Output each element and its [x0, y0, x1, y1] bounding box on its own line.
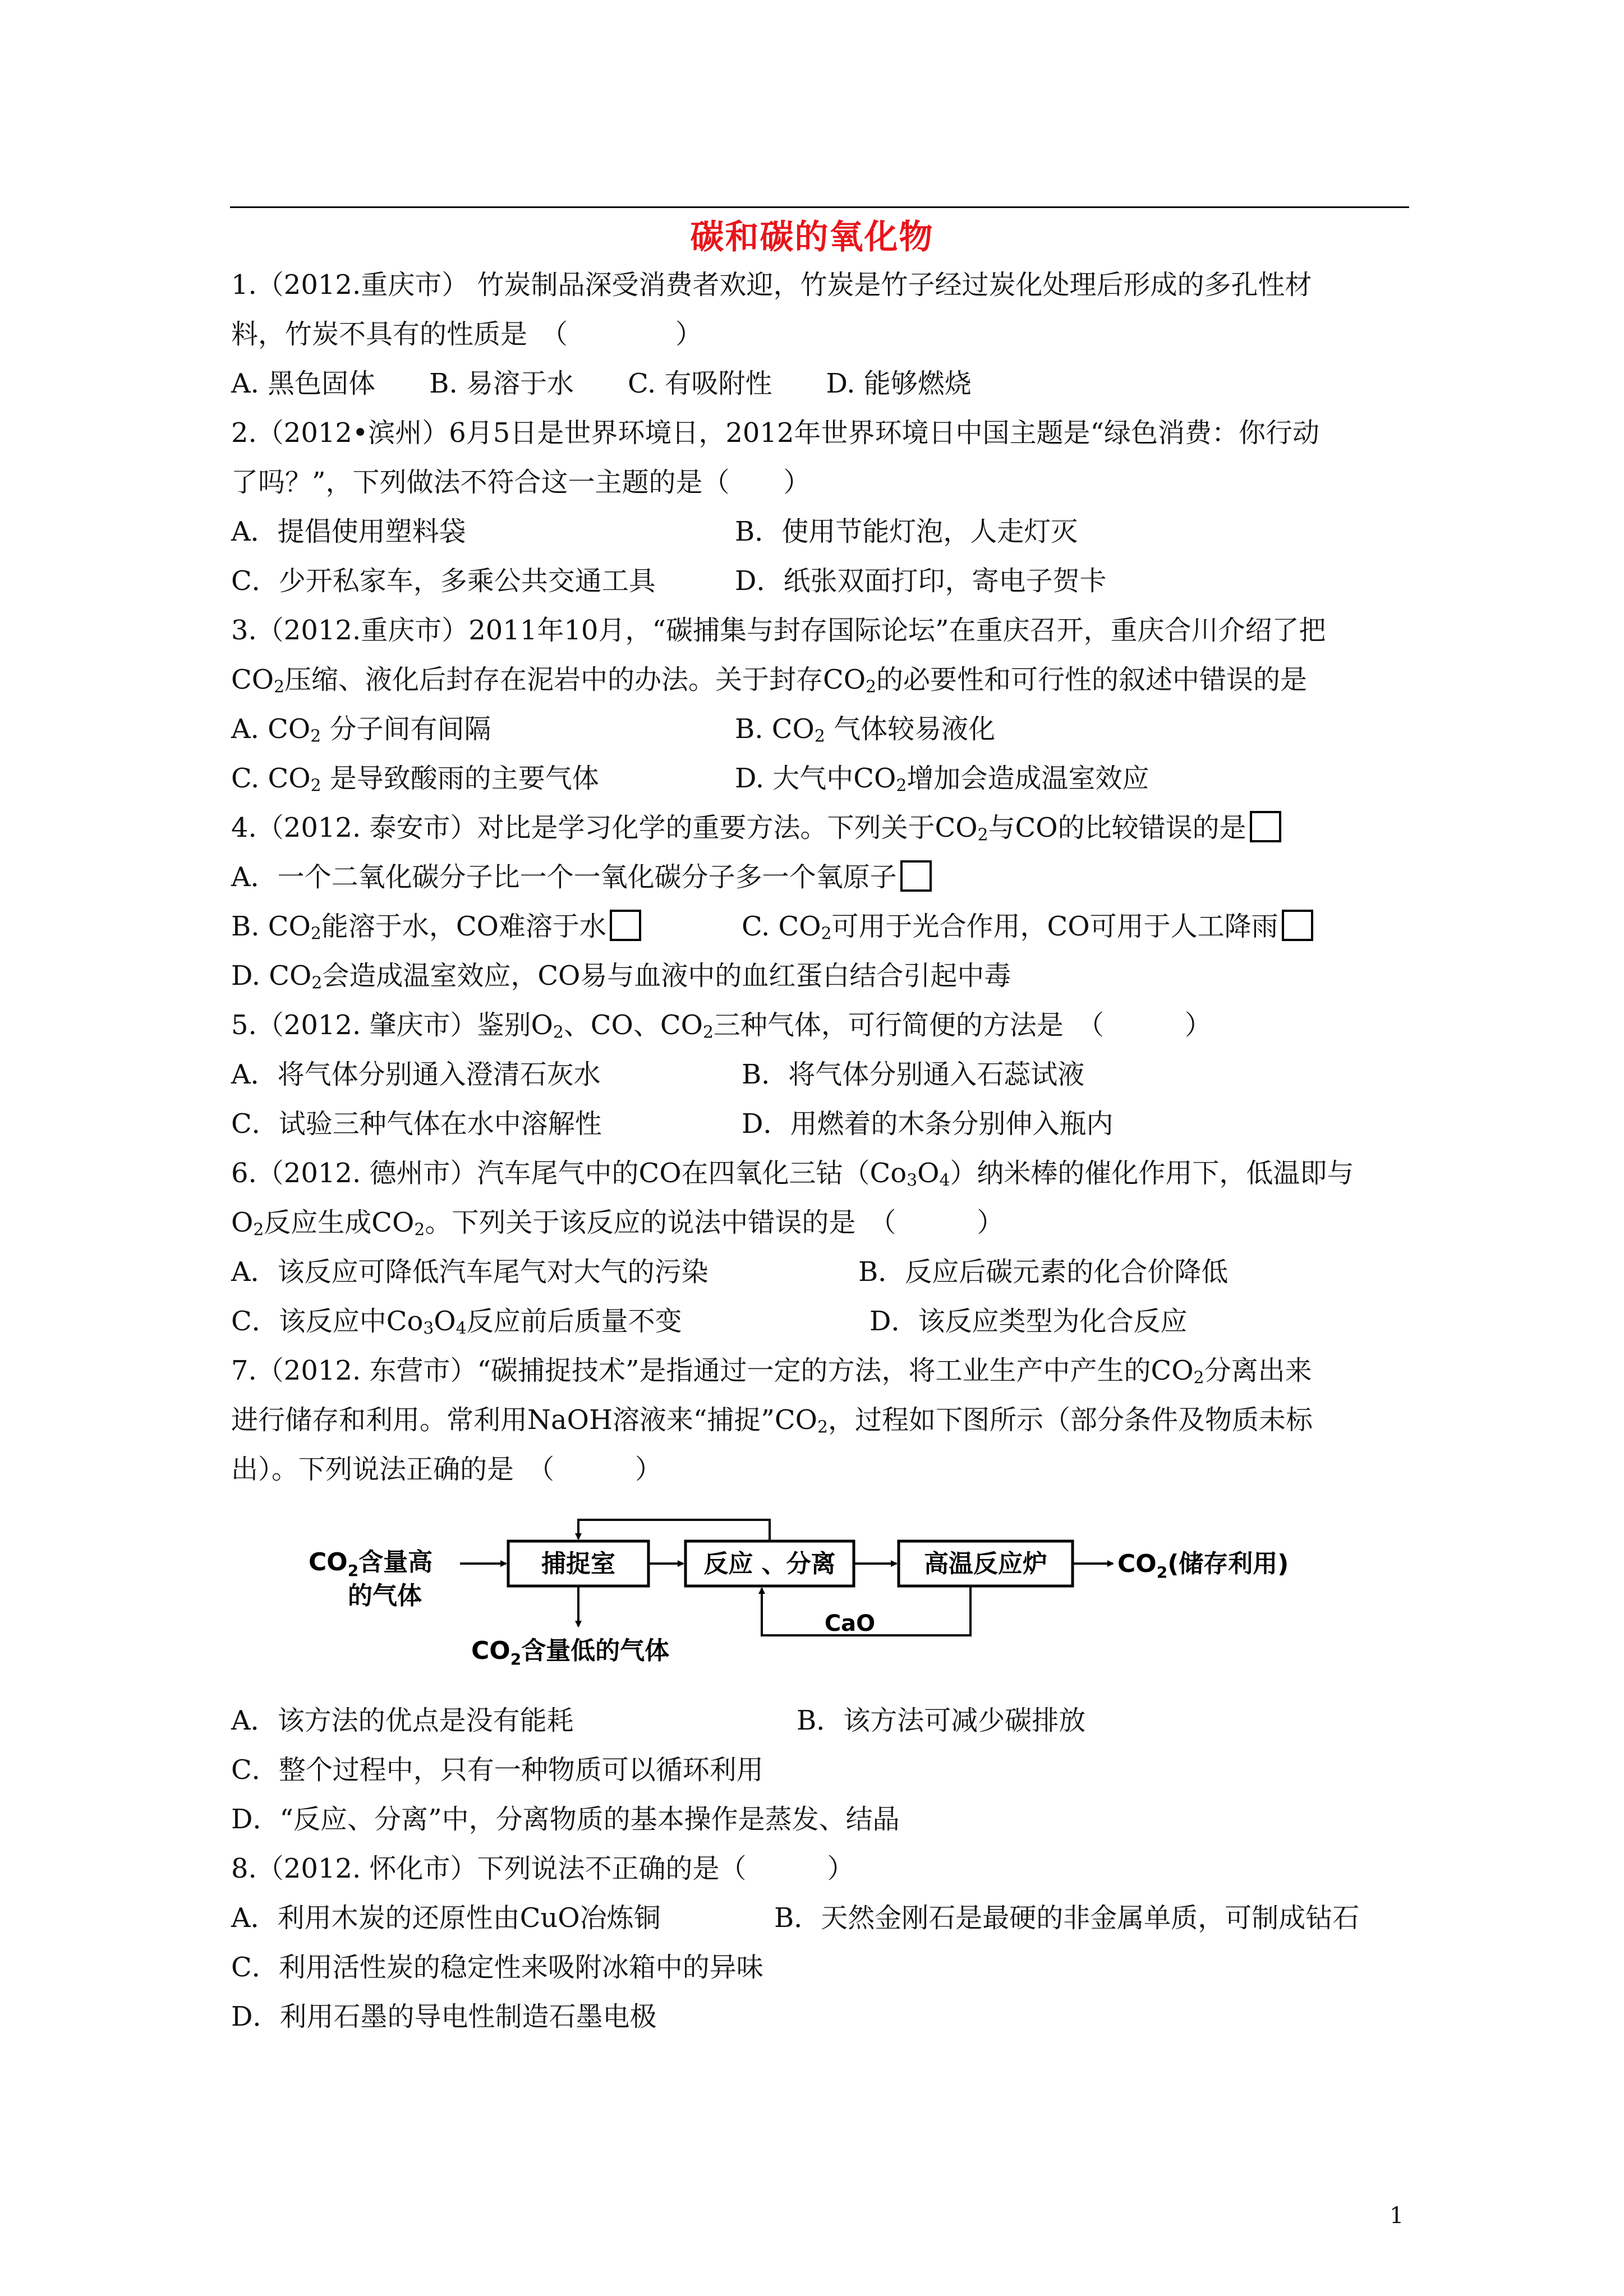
q5-option-c: C．试验三种气体在水中溶解性 [231, 1108, 602, 1140]
q7-stem-line2: 进行储存和利用。常利用NaOH溶液来“捕捉$”CO_2$，过程如下图所示（部分条件及物质未标 [231, 1404, 1313, 1437]
q7-option-a: A．该方法的优点是没有能耗 [231, 1705, 574, 1736]
q7-option-d: D．“反应、分离”中，分离物质的基本操作是蒸发、结晶 [231, 1804, 900, 1835]
answer-box [610, 910, 641, 941]
q2-stem-line1: 2.（2012•滨州）6月5日是世界环境日，2012年世界环境日中国主题是“绿色消费：你行动 [231, 417, 1320, 449]
capture-chamber-label: 捕捉室 [541, 1550, 615, 1578]
q7-option-b: B．该方法可减少碳排放 [797, 1705, 1086, 1736]
q4-option-b: B. $CO_2$能溶于水，CO难溶于水 [231, 910, 641, 951]
q6-option-b: B．反应后碳元素的化合价降低 [858, 1256, 1229, 1288]
q6-option-a: A．该反应可降低汽车尾气对大气的污染 [231, 1256, 709, 1288]
q3-stem-line1: 3.（2012.重庆市）2011年10月，“碳捕集与封存国际论坛”在重庆召开，重庆合川介绍了把 [231, 615, 1326, 646]
q6-option-c: C．该反应中$Co_3O_4$反应前后质量不变 [231, 1306, 682, 1339]
q8-option-c: C．利用活性炭的稳定性来吸附冰箱中的异味 [231, 1952, 763, 1983]
page-number: 1 [1390, 2203, 1404, 2229]
q8-option-a: A．利用木炭的还原性由CuO冶炼铜 [231, 1902, 661, 1934]
q4-option-a: A．一个二氧化碳分子比一个一氧化碳分子多一个氧原子 [231, 860, 932, 894]
input-gas-label-line2: 的气体 [348, 1582, 422, 1610]
q3-option-d: D. 大气中$CO_2$增加会造成温室效应 [735, 763, 1149, 796]
q7-option-c: C．整个过程中，只有一种物质可以循环利用 [231, 1754, 763, 1786]
q4-option-d: D. $CO_2$会造成温室效应，CO易与血液中的血红蛋白结合引起中毒 [231, 960, 1011, 993]
answer-box [900, 860, 932, 892]
q5-option-a: A．将气体分别通入澄清石灰水 [231, 1059, 601, 1090]
q3-option-a: A. $CO_2$ 分子间有间隔 [231, 713, 491, 746]
low-co2-gas-label: $CO_2$含量低的气体 [471, 1636, 670, 1668]
q6-stem-line2: $O_2$反应生成$CO_2$。下列关于该反应的说法中错误的是 （ ） [231, 1207, 1004, 1240]
q2-option-a: A．提倡使用塑料袋 [231, 516, 466, 547]
q2-option-c: C．少开私家车，多乘公共交通工具 [231, 565, 656, 597]
q2-option-d: D．纸张双面打印，寄电子贺卡 [735, 565, 1107, 597]
q2-option-b: B．使用节能灯泡，人走灯灭 [735, 516, 1078, 547]
header-rule [230, 206, 1409, 208]
high-temp-furnace-label: 高温反应炉 [924, 1550, 1047, 1578]
carbon-capture-flow-diagram [303, 1514, 1313, 1671]
q3-option-b: B. $CO_2$ 气体较易液化 [735, 713, 996, 746]
q5-stem: 5.（2012. 肇庆市）鉴别$O_2$、CO、$CO_2$三种气体，可行简便的方法是 （ ） [231, 1009, 1212, 1043]
q6-stem-line1: 6.（2012. 德州市）汽车尾气中的CO在四氧化三钴$(Co_3O_4)$纳米棒的催化作用下，低温即与 [231, 1158, 1354, 1191]
q7-stem-line3: 出）。下列说法正确的是 （ ） [231, 1454, 663, 1485]
page-title: 碳和碳的氧化物 [690, 218, 934, 257]
q1-stem-line2: 料，竹炭不具有的性质是 （ ） [231, 319, 703, 350]
q7-stem-line1: 7.（2012. 东营市）“碳捕捉技术”是指通过一定的方法，将工业生产中产生的$CO_2$分离出来 [231, 1355, 1312, 1388]
q6-option-d: D．该反应类型为化合反应 [869, 1306, 1188, 1337]
q3-stem-line2: $CO_2$压缩、液化后封存在泥岩中的办法。关于封存$CO_2$的必要性和可行性的叙述中错误的是 [231, 664, 1308, 697]
q4-option-c: C. $CO_2$可用于光合作用，CO可用于人工降雨 [742, 910, 1313, 951]
q5-option-d: D．用燃着的木条分别伸入瓶内 [742, 1108, 1114, 1140]
cao-label: CaO [824, 1611, 876, 1636]
q8-stem: 8.（2012. 怀化市）下列说法不正确的是（ ） [231, 1853, 854, 1884]
q1-options: A. 黑色固体 B. 易溶于水 C. 有吸附性 D. 能够燃烧 [231, 368, 972, 399]
co2-output-label: $CO_2$(储存利用) [1117, 1550, 1289, 1582]
q8-option-d: D．利用石墨的导电性制造石墨电极 [231, 2001, 657, 2032]
answer-box [1282, 910, 1313, 941]
q5-option-b: B．将气体分别通入石蕊试液 [742, 1059, 1085, 1090]
recycle-arrow-to-capture [578, 1520, 770, 1541]
q1-stem-line1: 1.（2012.重庆市） 竹炭制品深受消费者欢迎，竹炭是竹子经过炭化处理后形成的多孔性材 [231, 269, 1312, 301]
q2-stem-line2: 了吗？”，下列做法不符合这一主题的是（ ） [231, 467, 811, 498]
answer-box [1250, 811, 1281, 842]
input-gas-label-line1: $CO_2$含量高 [309, 1548, 433, 1580]
q4-stem: 4.（2012. 泰安市）对比是学习化学的重要方法。下列关于$CO_2$与CO的比较错误的是 [231, 811, 1281, 852]
reaction-separation-label: 反应 、分离 [703, 1550, 836, 1578]
q8-option-b: B．天然金刚石是最硬的非金属单质，可制成钻石 [774, 1902, 1360, 1934]
q3-option-c: C. $CO_2$ 是导致酸雨的主要气体 [231, 763, 599, 796]
